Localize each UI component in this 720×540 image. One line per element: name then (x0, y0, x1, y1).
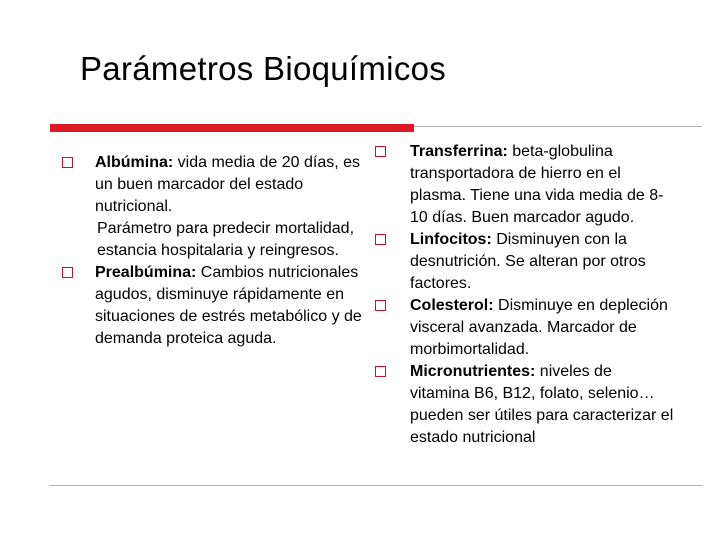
list-item (375, 229, 675, 295)
item-term: Micronutrientes: (410, 363, 536, 380)
list-item (375, 295, 675, 361)
hollow-square-bullet-icon (375, 146, 386, 157)
bottom-divider-line (50, 485, 702, 486)
item-text: Disminuyen con la desnutrición. Se alteran por otros factores. (410, 231, 646, 292)
hollow-square-bullet-icon (62, 267, 73, 278)
hollow-square-bullet-icon (375, 234, 386, 245)
list-item (375, 141, 675, 229)
title-accent-bar (50, 124, 414, 132)
hollow-square-bullet-icon (62, 157, 73, 168)
item-extra-text: Parámetro para predecir mortalidad, estancia hospitalaria y reingresos. (97, 220, 355, 259)
item-text: Disminuye en depleción visceral avanzada. Marcador de morbimortalidad. (410, 297, 668, 358)
item-text: beta-globulina transportadora de hierro en el plasma. Tiene una vida media de 8-10 días. Buen marcador agudo. (410, 143, 664, 226)
item-term: Linfocitos: (410, 231, 492, 248)
item-text: Cambios nutricionales agudos, disminuye rápidamente en situaciones de estrés metabólico y de demanda proteica aguda. (95, 264, 362, 347)
item-term: Colesterol: (410, 297, 494, 314)
hollow-square-bullet-icon (375, 300, 386, 311)
slide-title: Parámetros Bioquímicos (80, 50, 447, 87)
list-item (62, 152, 362, 262)
item-term: Prealbúmina: (95, 264, 197, 281)
list-item (375, 361, 675, 449)
item-term: Transferrina: (410, 143, 508, 160)
list-item (62, 262, 362, 350)
title-divider-line (414, 126, 702, 127)
left-column (62, 152, 362, 350)
item-text: niveles de vitamina B6, B12, folato, selenio… pueden ser útiles para caracterizar el estado nutricional (410, 363, 674, 446)
right-column (375, 141, 675, 449)
hollow-square-bullet-icon (375, 366, 386, 377)
item-term: Albúmina: (95, 154, 174, 171)
item-text: vida media de 20 días, es un buen marcador del estado nutricional. (95, 154, 360, 215)
